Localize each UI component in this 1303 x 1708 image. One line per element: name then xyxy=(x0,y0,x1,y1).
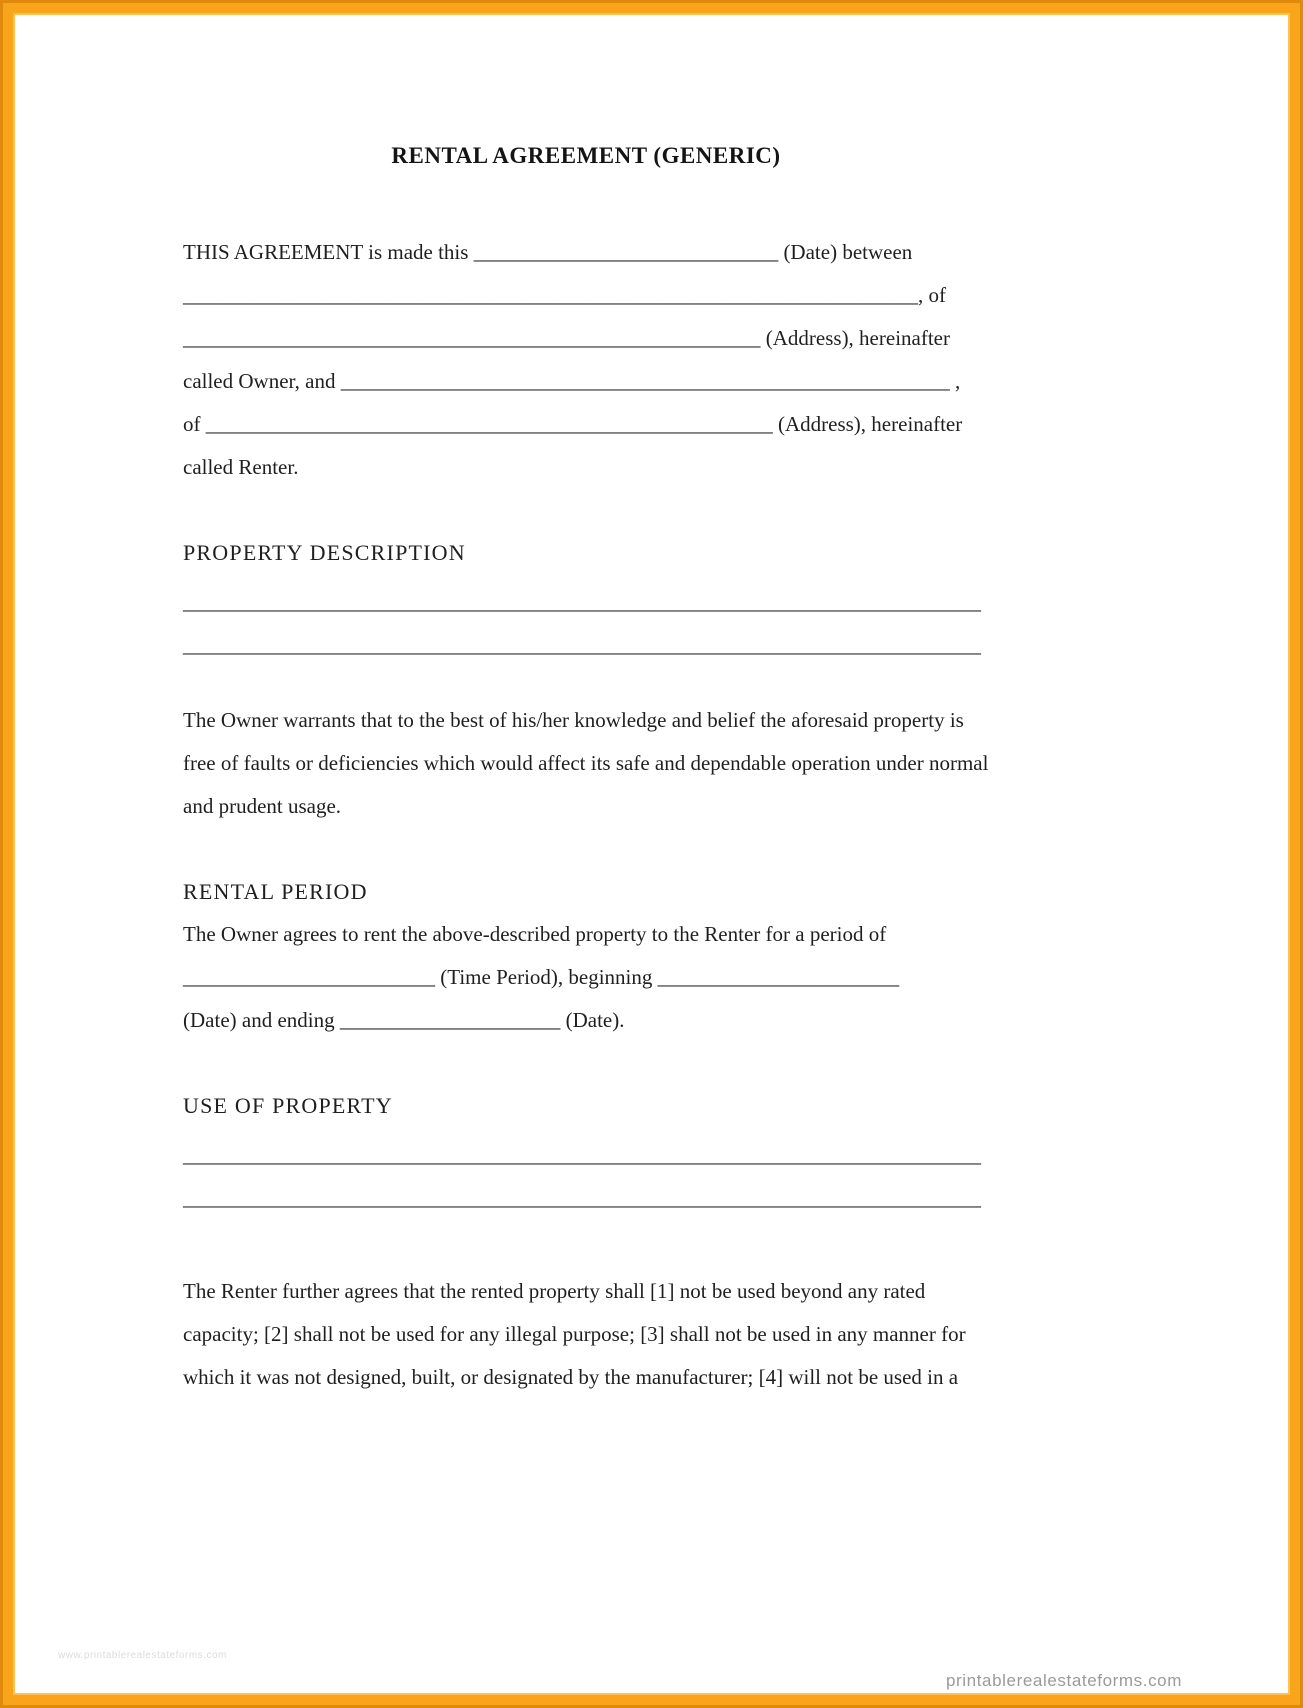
rental-period-line: (Date) and ending _____________________ (Date). xyxy=(183,1008,625,1032)
document-title: RENTAL AGREEMENT (GENERIC) xyxy=(391,143,781,168)
rental-period-line: ________________________ (Time Period), beginning _______________________ xyxy=(183,965,900,989)
rental-period-paragraph xyxy=(183,913,989,1042)
agreement-intro xyxy=(183,231,989,489)
blank-line: ____________________________________________________________________________ xyxy=(183,633,981,657)
use-of-property-heading: USE OF PROPERTY xyxy=(183,1093,393,1118)
intro-line: THIS AGREEMENT is made this _____________________________ (Date) between xyxy=(183,240,913,264)
blank-line: ____________________________________________________________________________ xyxy=(183,1186,981,1210)
intro-line: called Renter. xyxy=(183,455,299,479)
document-content xyxy=(183,141,989,1399)
watermark-text: www.printablerealestateforms.com xyxy=(58,1650,227,1661)
use-of-property-blanks xyxy=(183,1134,989,1220)
renter-agrees-paragraph: The Renter further agrees that the rented property shall [1] not be used beyond any rated capacity; [2] shall not be used for any illegal purpose; [3] shall not be used in any manner for which it was not designed, built, or designated by the manufacturer; [4] will not be used in a xyxy=(183,1279,966,1389)
intro-line: called Owner, and __________________________________________________________ , xyxy=(183,369,961,393)
rental-period-heading: RENTAL PERIOD xyxy=(183,879,368,904)
intro-line: ______________________________________________________________________, of xyxy=(183,283,946,307)
property-description-blanks xyxy=(183,581,989,667)
intro-line: _______________________________________________________ (Address), hereinafter xyxy=(183,326,950,350)
blank-line: ____________________________________________________________________________ xyxy=(183,590,981,614)
blank-line: ____________________________________________________________________________ xyxy=(183,1143,981,1167)
footer-site-text: printablerealestateforms.com xyxy=(945,1671,1182,1690)
property-description-heading: PROPERTY DESCRIPTION xyxy=(183,540,466,565)
warranty-paragraph: The Owner warrants that to the best of his/her knowledge and belief the aforesaid property is free of faults or deficiencies which would affect its safe and dependable operation under normal and prudent usage. xyxy=(183,708,989,818)
rental-period-line: The Owner agrees to rent the above-described property to the Renter for a period of xyxy=(183,922,887,946)
intro-line: of ______________________________________________________ (Address), hereinafter xyxy=(183,412,963,436)
